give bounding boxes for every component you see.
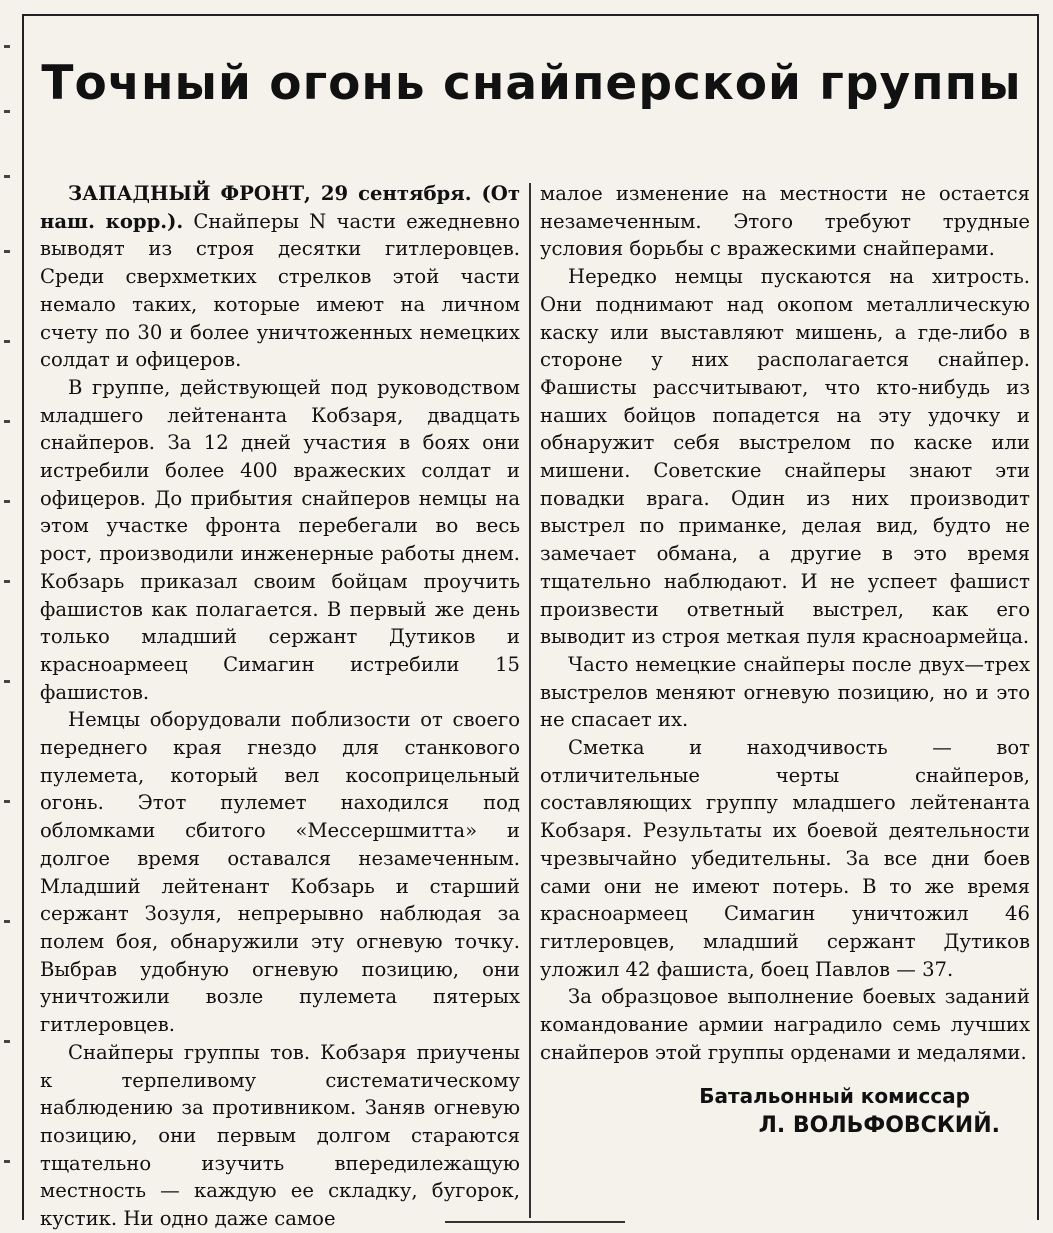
right-border-rule — [1037, 14, 1039, 1220]
article-paragraph — [40, 180, 520, 374]
paragraph-text: Снайперы N части ежедневно выводят из строя десятки гитлеровцев. Среди сверхметких стрелков этой части немало таких, которые имеют на личном счету по 30 и более уничтоженных немецких солдат и офицеров. — [40, 209, 520, 372]
article-title: Точный огонь снайперской группы — [41, 56, 1022, 111]
article-paragraph: Снайперы группы тов. Кобзаря приучены к терпеливому систематическому наблюдению за противником. Заняв огневую позицию, они первым долгом стараются тщательно изучить впередилежащую местность — каждую ее складку, бугорок, кустик. Ни одно даже самое — [40, 1040, 520, 1231]
article-paragraph: В группе, действующей под руководством младшего лейтенанта Кобзаря, двадцать снайперов. За 12 дней участия в боях они истребили более 400 вражеских солдат и офицеров. До прибытия снайперов немцы на этом участке фронта перебегали во весь рост, производили инженерные работы днем. Кобзарь приказал своим бойцам проучить фашистов как полагается. В первый же день только младший сержант Дутиков и красноармеец Симагин истребили 15 фашистов. — [40, 375, 520, 704]
top-border-rule — [22, 14, 1039, 16]
article-paragraph: Часто немецкие снайперы после двух—трех выстрелов меняют огневую позицию, но и это не спасает их. — [540, 652, 1030, 732]
article-paragraph: За образцовое выполнение боевых заданий командование армии наградило семь лучших снайперов этой группы орденами и медалями. — [540, 985, 1030, 1064]
column-divider — [529, 183, 531, 1218]
left-border-rule — [22, 14, 24, 1220]
article-paragraph: Нередко немцы пускаются на хитрость. Они поднимают над окопом металлическую каску или выставляют мишень, а где-либо в стороне у них располагается снайпер. Фашисты рассчитывают, что кто-нибудь из наших бойцов попадется на эту удочку и обнаружит себя выстрелом по каске или мишени. Советские снайперы знают эти повадки врага. Один из них производит выстрел по приманке, делая вид, будто не замечает обмана, а другие в это время тщательно наблюдают. И не успеет фашист произвести ответный выстрел, как его выводит из строя меткая пуля красноармейца. — [540, 265, 1030, 649]
article-paragraph-continued: малое изменение на местности не остается незамеченным. Этого требуют трудные условия борьбы с вражескими снайперами. — [540, 182, 1030, 261]
article-paragraph: Сметка и находчивость — вот отличительные черты снайперов, составляющих группу младшего лейтенанта Кобзаря. Результаты их боевой деятельности чрезвычайно убедительны. За все дни боев сами они не имеют потерь. В то же время красноармеец Симагин уничтожил 46 гитлеровцев, младший сержант Дутиков уложил 42 фашиста, боец Павлов — 37. — [540, 736, 1030, 981]
dateline: ЗАПАДНЫЙ ФРОНТ, 29 сентября. (От наш. корр.). — [40, 182, 520, 233]
left-column — [40, 180, 520, 1233]
page-edge-marks — [0, 40, 16, 1220]
signature-title: Батальонный комиссар — [699, 1083, 970, 1108]
right-column — [540, 180, 1030, 1141]
signature-name: Л. ВОЛЬФОВСКИЙ. — [758, 1112, 1000, 1138]
author-signature — [540, 1081, 1030, 1141]
bottom-rule — [445, 1221, 625, 1223]
article-paragraph: Немцы оборудовали поблизости от своего переднего края гнездо для станкового пулемета, который вел косоприцельный огонь. Этот пулемет находился под обломками сбитого «Мессершмитта» и долгое время оставался незамеченным. Младший лейтенант Кобзарь и старший сержант Зозуля, непрерывно наблюдая за полем боя, обнаружили эту огневую точку. Выбрав удобную огневую позицию, они уничтожили возле пулемета пятерых гитлеровцев. — [40, 708, 520, 1037]
